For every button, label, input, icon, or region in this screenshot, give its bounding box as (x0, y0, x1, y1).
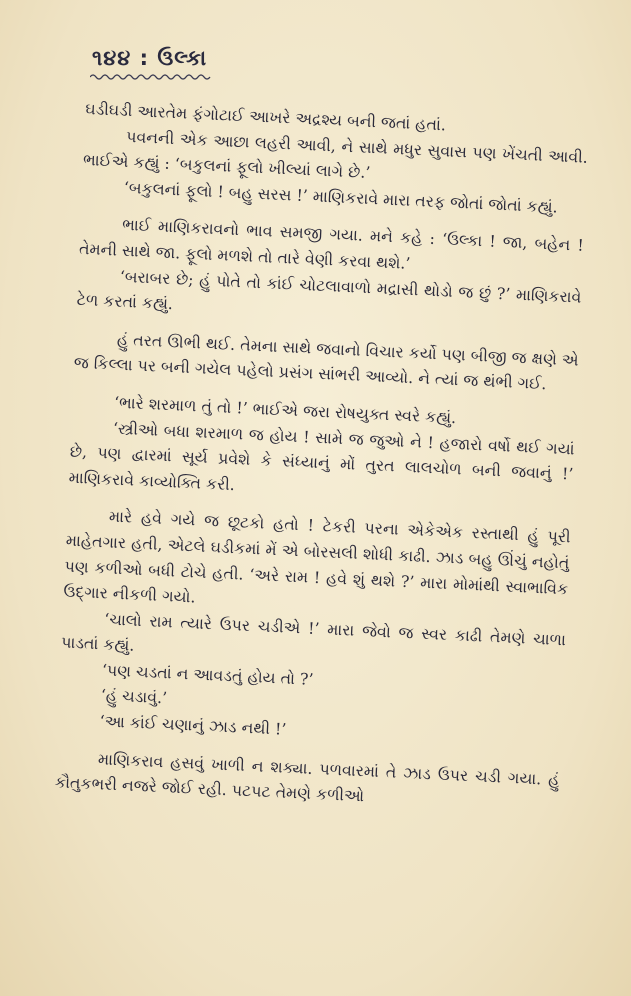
header-separator: : (139, 46, 150, 70)
paragraph: મારે હવે ગયે જ છૂટકો હતો ! ટેકરી પરના એકેએક રસ્તાથી હું પૂરી માહેતગાર હતી, એટલે ઘડીકમાં મેં એ બોરસલી શોધી કાઢી. ઝાડ બહુ ઊંચું નહોતું પણ કળીઓ બધી ટોચે હતી. ‘અરે રામ ! હવે શું થશે ?’ મારા મોમાંથી સ્વાભાવિક ઉદ્ગાર નીકળી ગયો. (63, 506, 571, 607)
wavy-header-rule (90, 73, 212, 81)
running-header (92, 46, 207, 71)
book-title: ઉલ્કા (157, 46, 208, 70)
page-number: ૧૪૪ (92, 46, 132, 70)
paragraph: ‘આ કાંઈ ચણાનું ઝાડ નથી !’ (99, 711, 287, 739)
paragraph: ‘હું ચડાવું.’ (100, 685, 168, 708)
paragraph: હું તરત ઊભી થઈ. તેમના સાથે જવાનો વિચાર કર્યો પણ બીજી જ ક્ષણે એ જ કિલ્લા પર બની ગયેલ પહેલો પ્રસંગ સાંભરી આવ્યો. ને ત્યાં જ થંભી ગઈ. (73, 329, 579, 394)
paragraph: ‘બકુલનાં ફૂલો ! બહુ સરસ !’ માણિકરાવે મારા તરફ જોતાં જોતાં કહ્યું. (123, 177, 559, 217)
paragraph: ‘બરાબર છે; હું પોતે તો કાંઈ ચોટલાવાળો મદ્રાસી થોડો જ છું ?’ માણિકરાવે ટેળ કરતાં કહ્યું. (76, 266, 582, 314)
paragraph: માણિકરાવ હસવું ખાળી ન શક્યા. પળવારમાં તે ઝાડ ઉપર ચડી ગયા. હું કૌતુકભરી નજરે જોઈ રહી. પટપટ તેમણે કળીઓ (54, 748, 560, 806)
paragraph: ‘સ્ત્રીઓ બધા શરમાળ જ હોય ! સામે જ જુઓ ને ! હજારો વર્ષો થઈ ગયાં છે, પણ દ્વારમાં સૂર્ય પ્રવેશે કે સંધ્યાનું મોં તુરત લાલચોળ બની જવાનું !’ માણિકરાવે કાવ્યોક્તિ કરી. (68, 418, 575, 494)
paragraph: ઘડીઘડી આરતેમ ફંગોટાઈ આખરે અદ્રશ્ય બની જતાં હતાં. (85, 98, 447, 135)
paragraph: ‘ચાલો રામ ત્યારે ઉપર ચડીએ !’ મારા જેવો જ સ્વર કાઢી તેમણે ચાળા પાડતાં કહ્યું. (60, 609, 567, 656)
paragraph: ભાઈ માણિકરાવનો ભાવ સમજી ગયા. મને કહે : ‘ઉલ્કા ! જા, બહેન ! તેમની સાથે જા. ફૂલો મળશે તો તારે વેણી કરવા થશે.’ (78, 215, 585, 273)
paragraph: પવનની એક આછા લહરી આવી, ને સાથે મધુર સુવાસ પણ ખેંચતી આવી. ભાઈએ કહ્યું : ‘બકુલનાં ફૂલો ખીલ્યાં લાગે છે.’ (82, 126, 589, 183)
body-text (54, 96, 589, 818)
paragraph: ‘પણ ચડતાં ન આવડતું હોય તો ?’ (101, 660, 314, 689)
paragraph: ‘ભારે શરમાળ તું તો !’ ભાઈએ જરા રોષયુક્ત સ્વરે કહ્યું. (113, 392, 457, 428)
